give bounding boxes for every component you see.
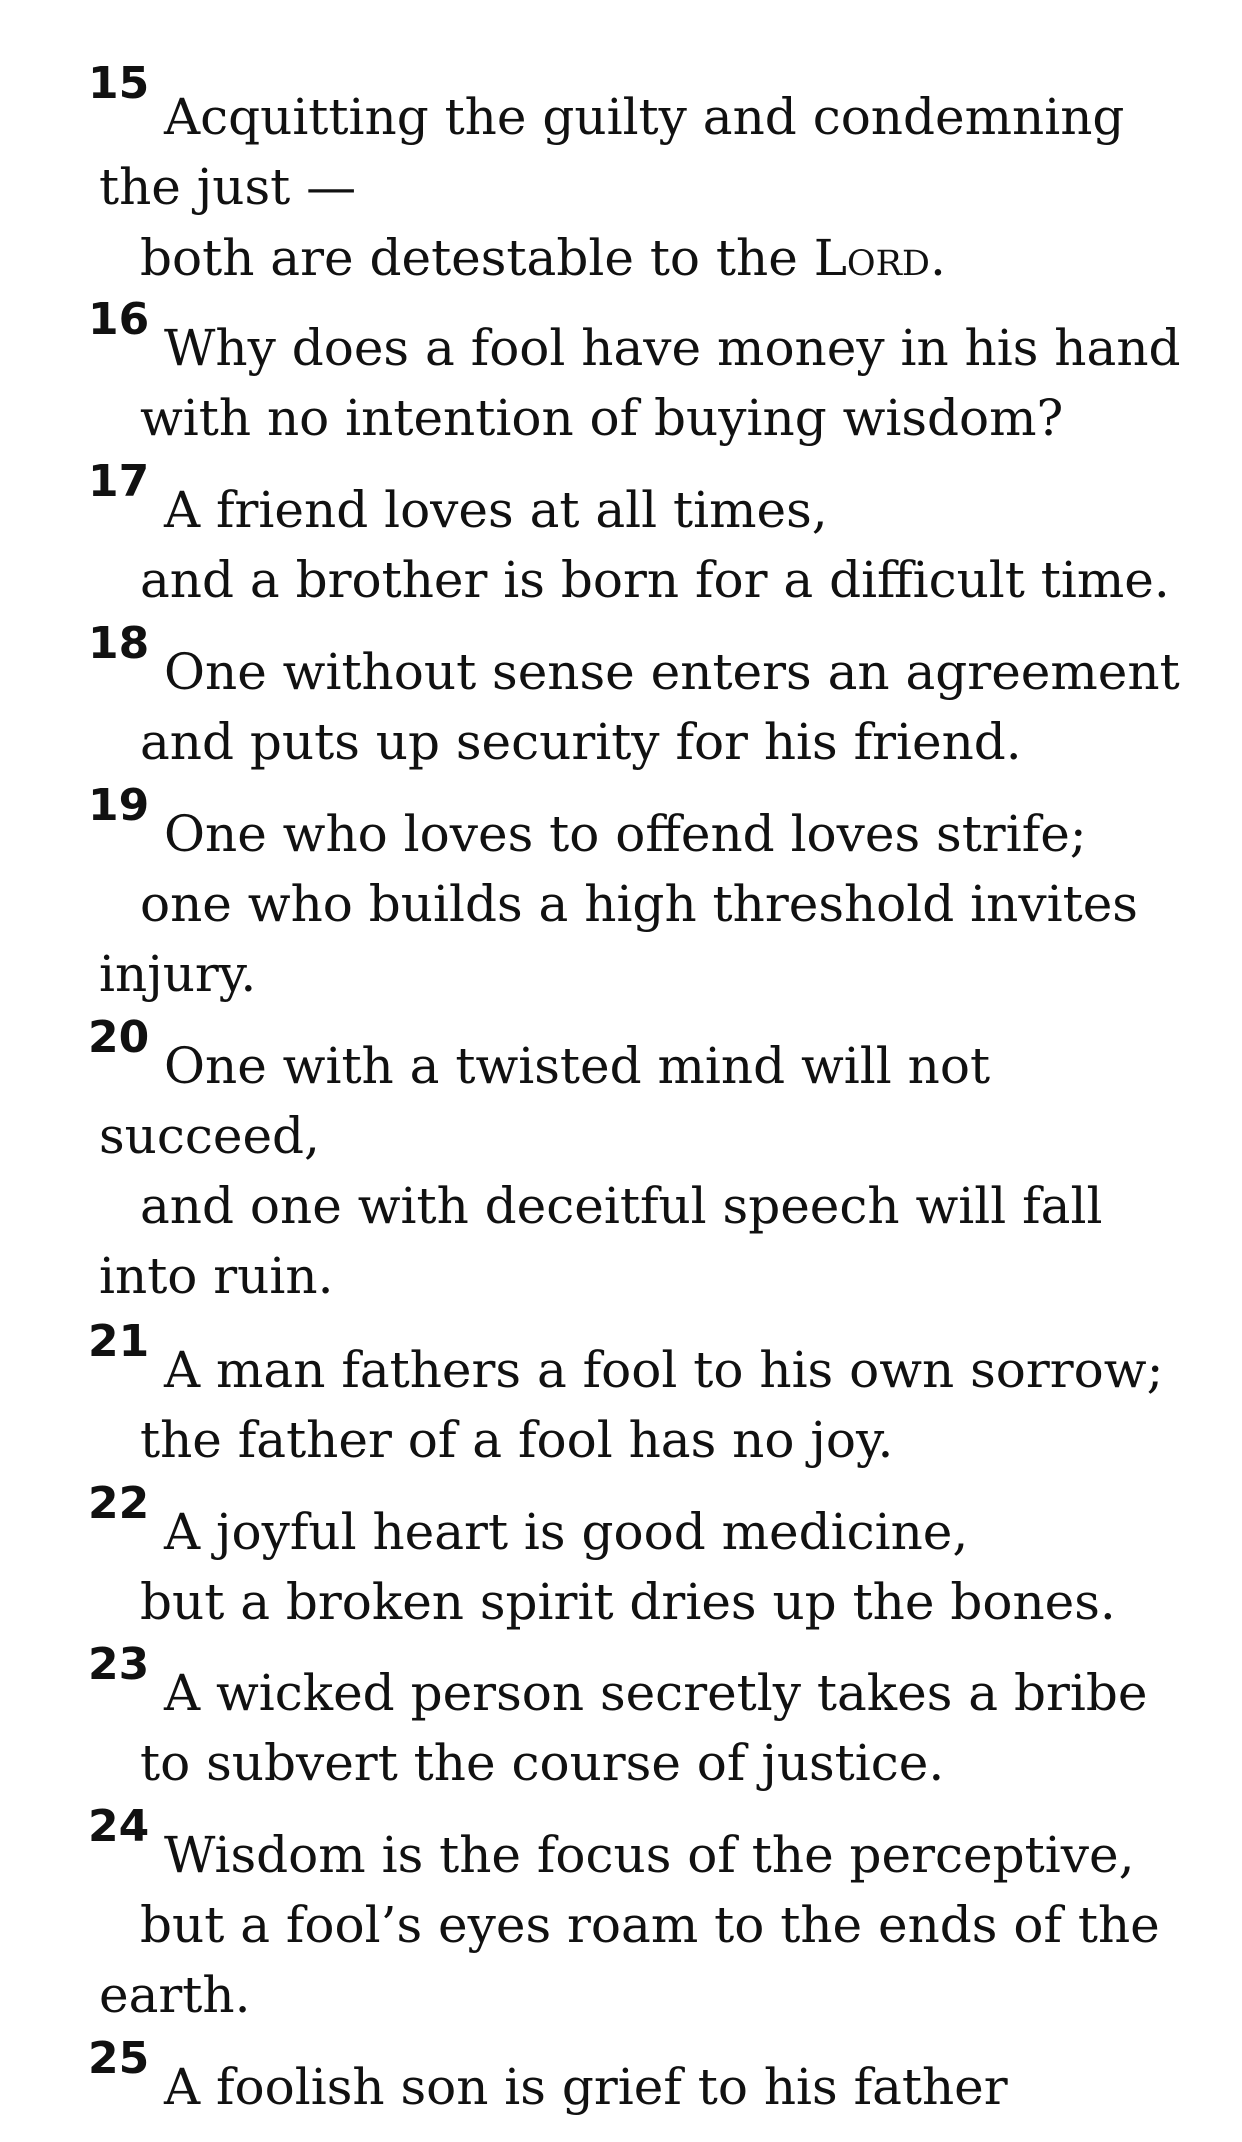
verse-line: to subvert the course of justice.: [140, 1734, 945, 1792]
verse-line: with no intention of buying wisdom?: [140, 389, 1064, 447]
verse-line: into ruin.: [99, 1247, 334, 1305]
verse-line: the father of a fool has no joy.: [140, 1411, 894, 1469]
verse-line: and a brother is born for a difficult time.: [140, 551, 1170, 609]
verse-line: One without sense enters an agreement: [164, 643, 1180, 701]
verse-line: A man fathers a fool to his own sorrow;: [164, 1341, 1164, 1399]
verse-line: Why does a fool have money in his hand: [164, 319, 1181, 377]
verse-line: but a broken spirit dries up the bones.: [140, 1573, 1116, 1631]
divine-name: Lord: [813, 229, 930, 287]
verse-line: One who loves to offend loves strife;: [164, 805, 1087, 863]
verse-line: and puts up security for his friend.: [140, 713, 1022, 771]
verse-number: 25: [88, 2033, 150, 2084]
verse-number: 21: [88, 1316, 150, 1367]
verse-line: [140, 229, 946, 287]
verse-number: 18: [88, 618, 150, 669]
verse-number: 24: [88, 1801, 150, 1852]
verse-line: A joyful heart is good medicine,: [164, 1503, 969, 1561]
verse-number: 23: [88, 1639, 150, 1690]
verse-number: 15: [88, 58, 150, 109]
verse-number: 22: [88, 1478, 150, 1529]
verse-line: succeed,: [99, 1107, 320, 1165]
verse-line: One with a twisted mind will not: [164, 1037, 991, 1095]
verse-number: 16: [88, 294, 150, 345]
verse-line: but a fool’s eyes roam to the ends of the: [140, 1896, 1160, 1954]
verse-line: earth.: [99, 1966, 251, 2024]
verse-line: Acquitting the guilty and condemning: [164, 88, 1125, 146]
verse-line: A foolish son is grief to his father: [164, 2058, 1008, 2116]
verse-line: and one with deceitful speech will fall: [140, 1177, 1103, 1235]
verse-number: 17: [88, 456, 150, 507]
verse-number: 20: [88, 1012, 150, 1063]
verse-line: A wicked person secretly takes a bribe: [164, 1664, 1148, 1722]
verse-line: one who builds a high threshold invites: [140, 875, 1138, 933]
verse-line: Wisdom is the focus of the perceptive,: [164, 1826, 1135, 1884]
verse-line: injury.: [99, 945, 257, 1003]
verse-text: both are detestable to the: [140, 229, 814, 287]
verse-line: A friend loves at all times,: [164, 481, 828, 539]
verse-text: .: [930, 229, 946, 287]
verse-line: the just —: [99, 158, 357, 216]
verse-number: 19: [88, 780, 150, 831]
